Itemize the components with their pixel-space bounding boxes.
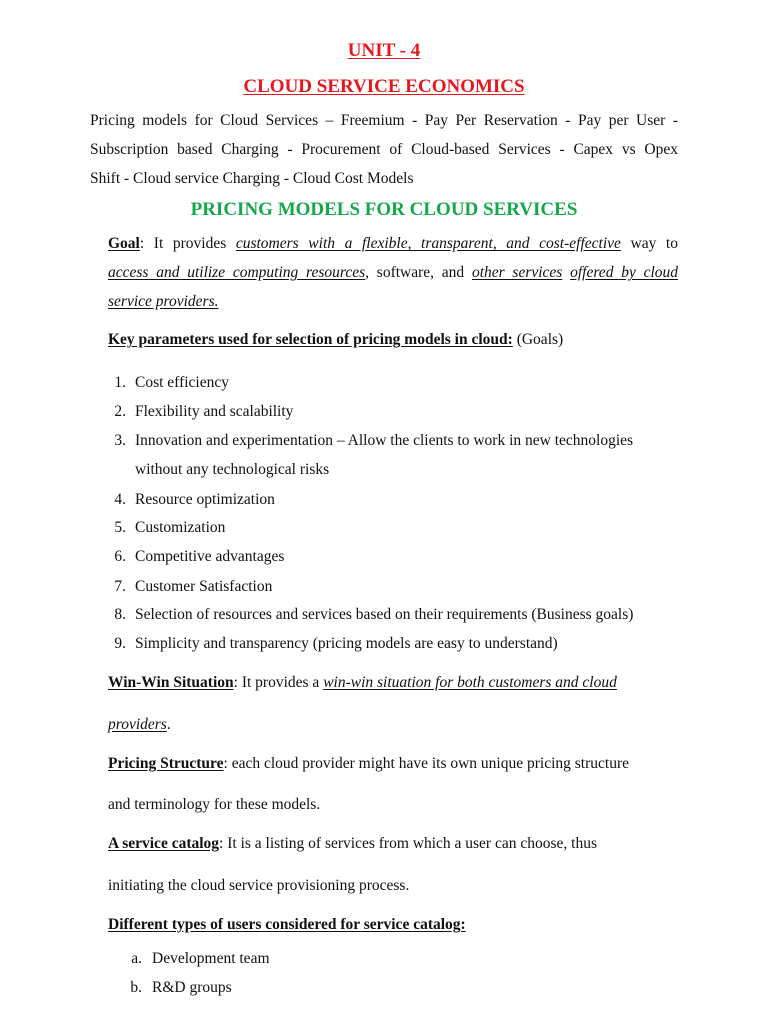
list-item — [120, 950, 270, 968]
goal-text — [562, 264, 570, 281]
service-catalog-text: initiating the cloud service provisioning process. — [108, 877, 410, 894]
win-win-emphasis: providers — [108, 716, 167, 733]
win-win-text: . — [166, 716, 171, 733]
intro-line: Shift - Cloud service Charging - Cloud Cost Models — [90, 170, 414, 187]
goal-text: , software, and — [365, 264, 472, 281]
goal-emphasis: service providers. — [108, 293, 219, 310]
goal-label: Goal — [108, 235, 140, 252]
list-item — [100, 432, 633, 450]
list-item — [100, 374, 229, 392]
goal-paragraph — [108, 229, 678, 316]
list-text: Selection of resources and services based on their requirements (Business goals) — [135, 606, 634, 623]
goal-emphasis: offered by cloud — [570, 264, 679, 281]
goal-emphasis: other services — [471, 264, 563, 281]
key-parameters-suffix: (Goals) — [512, 331, 564, 348]
key-parameters-heading — [108, 331, 563, 349]
service-catalog-text: : It is a listing of services from which a user can choose, thus — [219, 835, 597, 852]
users-heading: Different types of users considered for service catalog: — [108, 916, 466, 933]
list-item — [120, 979, 232, 997]
list-item — [100, 491, 275, 509]
list-item — [100, 548, 284, 566]
list-number: 7. — [114, 578, 126, 595]
list-number: 6. — [114, 548, 126, 565]
pricing-structure-label: Pricing Structure — [108, 755, 224, 772]
win-win-line — [108, 716, 171, 734]
intro-paragraph — [90, 106, 678, 193]
intro-line: Pricing models for Cloud Services – Freemium - Pay Per Reservation - Pay per User - — [90, 112, 678, 129]
list-text: Flexibility and scalability — [135, 403, 294, 420]
service-catalog-line — [108, 835, 597, 853]
pricing-structure-text: : each cloud provider might have its own unique pricing structure — [223, 755, 629, 772]
list-text: Cost efficiency — [135, 374, 229, 391]
list-letter: b. — [130, 979, 142, 996]
list-item — [100, 578, 272, 596]
list-item — [100, 635, 558, 653]
goal-text: way to — [620, 235, 678, 252]
list-number: 2. — [114, 403, 126, 420]
list-text: Competitive advantages — [135, 548, 285, 565]
list-letter: a. — [131, 950, 142, 967]
pricing-structure-text: and terminology for these models. — [108, 796, 321, 813]
list-text: R&D groups — [152, 979, 232, 996]
list-number: 1. — [114, 374, 126, 391]
list-item-continuation: without any technological risks — [135, 461, 330, 478]
list-text: Development team — [152, 950, 270, 967]
pricing-structure-line — [108, 755, 629, 773]
list-number: 8. — [114, 606, 126, 623]
win-win-label: Win-Win Situation — [108, 674, 234, 691]
list-number: 5. — [114, 519, 126, 536]
list-number: 4. — [114, 491, 126, 508]
key-parameters-label: Key parameters used for selection of pricing models in cloud: — [108, 331, 513, 348]
list-text: Customization — [135, 519, 226, 536]
list-text: Simplicity and transparency (pricing models are easy to understand) — [135, 635, 558, 652]
goal-text: : It provides — [139, 235, 236, 252]
list-number: 3. — [114, 432, 126, 449]
list-text: Innovation and experimentation – Allow the clients to work in new technologies — [135, 432, 634, 449]
intro-line: Subscription based Charging - Procurement of Cloud-based Services - Capex vs Opex — [90, 141, 678, 158]
list-text: Customer Satisfaction — [135, 578, 273, 595]
win-win-emphasis: win-win situation for both customers and cloud — [323, 674, 617, 691]
unit-title: UNIT - 4 — [347, 40, 421, 61]
page-title: CLOUD SERVICE ECONOMICS — [243, 76, 525, 97]
goal-emphasis: access and utilize computing resources — [108, 264, 366, 281]
service-catalog-label: A service catalog — [108, 835, 220, 852]
list-item — [100, 606, 633, 624]
section-heading: PRICING MODELS FOR CLOUD SERVICES — [190, 199, 578, 220]
list-text: Resource optimization — [135, 491, 275, 508]
list-item — [100, 519, 225, 537]
list-item — [100, 403, 293, 421]
win-win-line — [108, 674, 617, 692]
win-win-text: : It provides a — [233, 674, 324, 691]
goal-emphasis: customers with a flexible, transparent, and cost-effective — [235, 235, 621, 252]
list-number: 9. — [114, 635, 126, 652]
